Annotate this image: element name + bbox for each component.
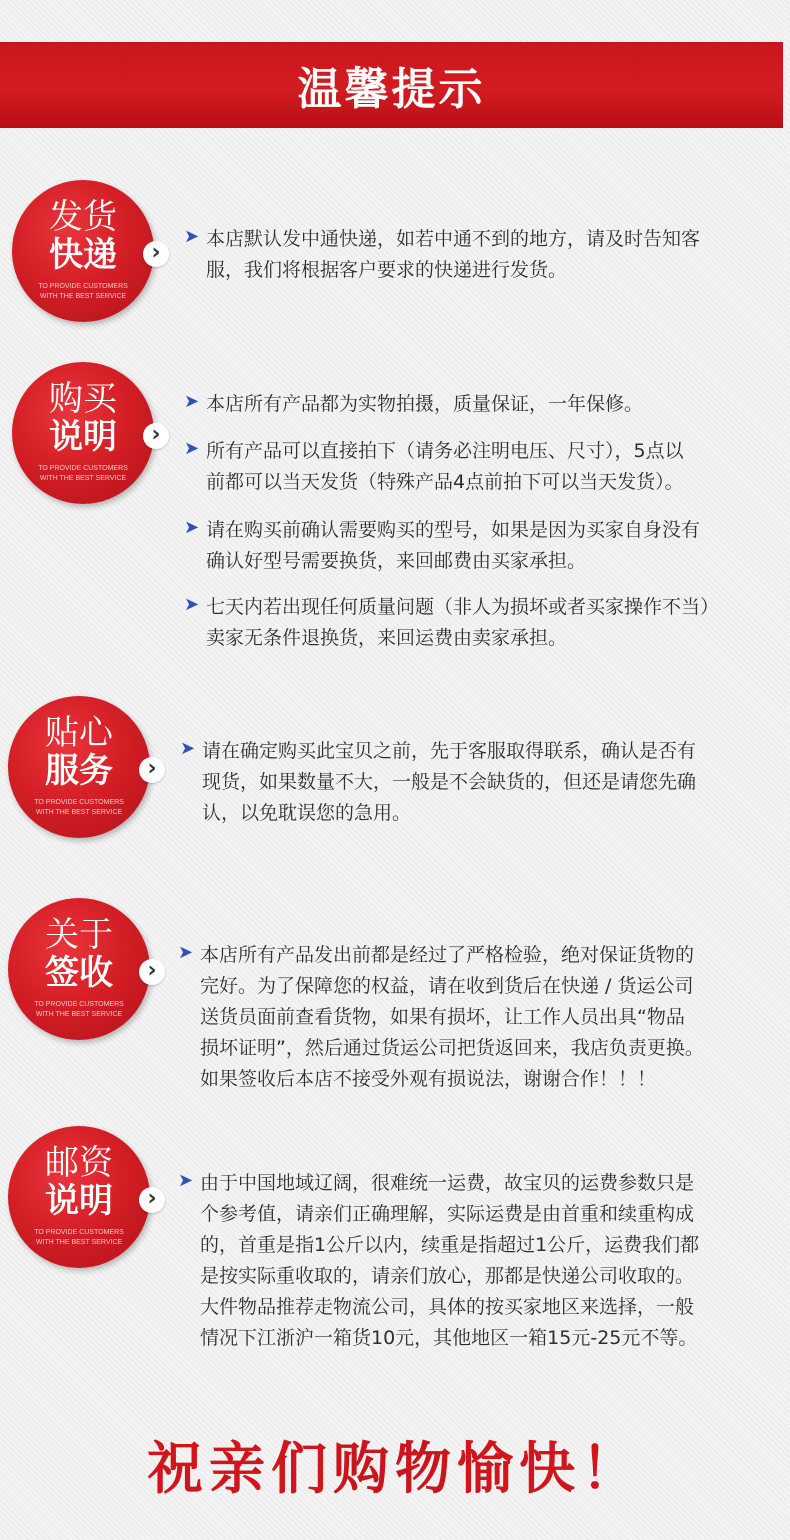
badge-slogan-line2: WITH THE BEST SERVICE — [35, 1239, 123, 1246]
badge-slogan-line2: WITH THE BEST SERVICE — [39, 293, 127, 300]
arrow-right-icon: ➤ — [184, 391, 200, 412]
badge-title-bottom: 服务 — [45, 751, 113, 791]
badge-title-top: 贴心 — [45, 713, 113, 753]
arrow-right-icon: ➤ — [184, 438, 200, 459]
chevron-right-icon: › — [139, 959, 165, 985]
badge-slogan-line2: WITH THE BEST SERVICE — [39, 475, 127, 482]
badge-slogan-line1: TO PROVIDE CUSTOMERS — [34, 1229, 124, 1236]
item-text: 所有产品可以直接拍下（请务必注明电压、尺寸），5点以 前都可以当天发货（特殊产品4点前拍下可以当天发货）。 — [206, 440, 684, 493]
badge-title-top: 发货 — [49, 197, 117, 237]
badge-title-bottom: 说明 — [45, 1181, 113, 1221]
list-item — [180, 736, 770, 829]
badge-title-bottom: 说明 — [49, 417, 117, 457]
item-text: 由于中国地域辽阔，很难统一运费，故宝贝的运费参数只是 个参考值，请亲们正确理解，实际运费是由首重和续重构成 的，首重是指1公斤以内，续重是指超过1公斤，运费我们都 是按实际重收取的，请亲们放心，那都是快递公司收取的。 大件物品推荐走物流公司，具体的按买家地区来选择，一般 情况下江浙沪一箱货10元，其他地区一箱15元-25元不等。 — [200, 1172, 700, 1349]
chevron-right-icon: › — [139, 1187, 165, 1213]
badge-title-top: 邮资 — [45, 1143, 113, 1183]
item-text: 七天内若出现任何质量问题（非人为损坏或者买家操作不当） 卖家无条件退换货，来回运费由卖家承担。 — [206, 596, 720, 649]
badge-slogan-line1: TO PROVIDE CUSTOMERS — [38, 465, 128, 472]
footer-slogan — [0, 1430, 790, 1510]
list-item — [178, 1168, 768, 1354]
badge-title-top: 关于 — [45, 915, 113, 955]
list-item — [184, 592, 774, 654]
section-badge — [12, 180, 154, 322]
chevron-right-icon: › — [139, 757, 165, 783]
badge-title-bottom: 快递 — [49, 235, 117, 275]
footer-part1: 祝亲们 — [147, 1437, 333, 1502]
badge-slogan-line2: WITH THE BEST SERVICE — [35, 1011, 123, 1018]
list-item — [184, 224, 774, 286]
page-title: 温馨提示 — [297, 64, 486, 115]
arrow-right-icon: ➤ — [178, 1170, 194, 1191]
list-item — [184, 436, 774, 498]
section-badge — [8, 696, 150, 838]
section-badge — [8, 898, 150, 1040]
arrow-right-icon: ➤ — [184, 517, 200, 538]
arrow-right-icon: ➤ — [184, 226, 200, 247]
item-text: 本店所有产品都为实物拍摄，质量保证，一年保修。 — [206, 393, 644, 415]
section-badge — [8, 1126, 150, 1268]
list-item — [184, 389, 774, 420]
badge-title-bottom: 签收 — [45, 953, 113, 993]
badge-slogan-line1: TO PROVIDE CUSTOMERS — [34, 799, 124, 806]
item-text: 请在确定购买此宝贝之前，先于客服取得联系，确认是否有 现货，如果数量不大，一般是不会缺货的，但还是请您先确 认，以免耽误您的急用。 — [202, 740, 697, 824]
item-text: 本店默认发中通快递，如若中通不到的地方，请及时告知客 服，我们将根据客户要求的快递进行发货。 — [206, 228, 701, 281]
chevron-right-icon: › — [143, 423, 169, 449]
header-banner — [0, 42, 783, 128]
badge-title-top: 购买 — [49, 379, 117, 419]
arrow-right-icon: ➤ — [184, 594, 200, 615]
badge-slogan-line1: TO PROVIDE CUSTOMERS — [38, 283, 128, 290]
arrow-right-icon: ➤ — [180, 738, 196, 759]
item-text: 请在购买前确认需要购买的型号，如果是因为买家自身没有 确认好型号需要换货，来回邮费由买家承担。 — [206, 519, 701, 572]
badge-slogan-line2: WITH THE BEST SERVICE — [35, 809, 123, 816]
list-item — [184, 515, 774, 577]
chevron-right-icon: › — [143, 241, 169, 267]
section-badge — [12, 362, 154, 504]
item-text: 本店所有产品发出前都是经过了严格检验，绝对保证货物的 完好。为了保障您的权益，请在收到货后在快递 / 货运公司 送货员面前查看货物，如果有损坏，让工作人员出具“物品 损坏证明”，然后通过货运公司把货返回来，我店负责更换。 如果签收后本店不接受外观有损说法，谢谢合作！！！ — [200, 944, 704, 1090]
list-item — [178, 940, 768, 1095]
badge-slogan-line1: TO PROVIDE CUSTOMERS — [34, 1001, 124, 1008]
footer-part3: 愉快！ — [457, 1437, 643, 1502]
footer-part2: 购物 — [333, 1437, 457, 1502]
arrow-right-icon: ➤ — [178, 942, 194, 963]
